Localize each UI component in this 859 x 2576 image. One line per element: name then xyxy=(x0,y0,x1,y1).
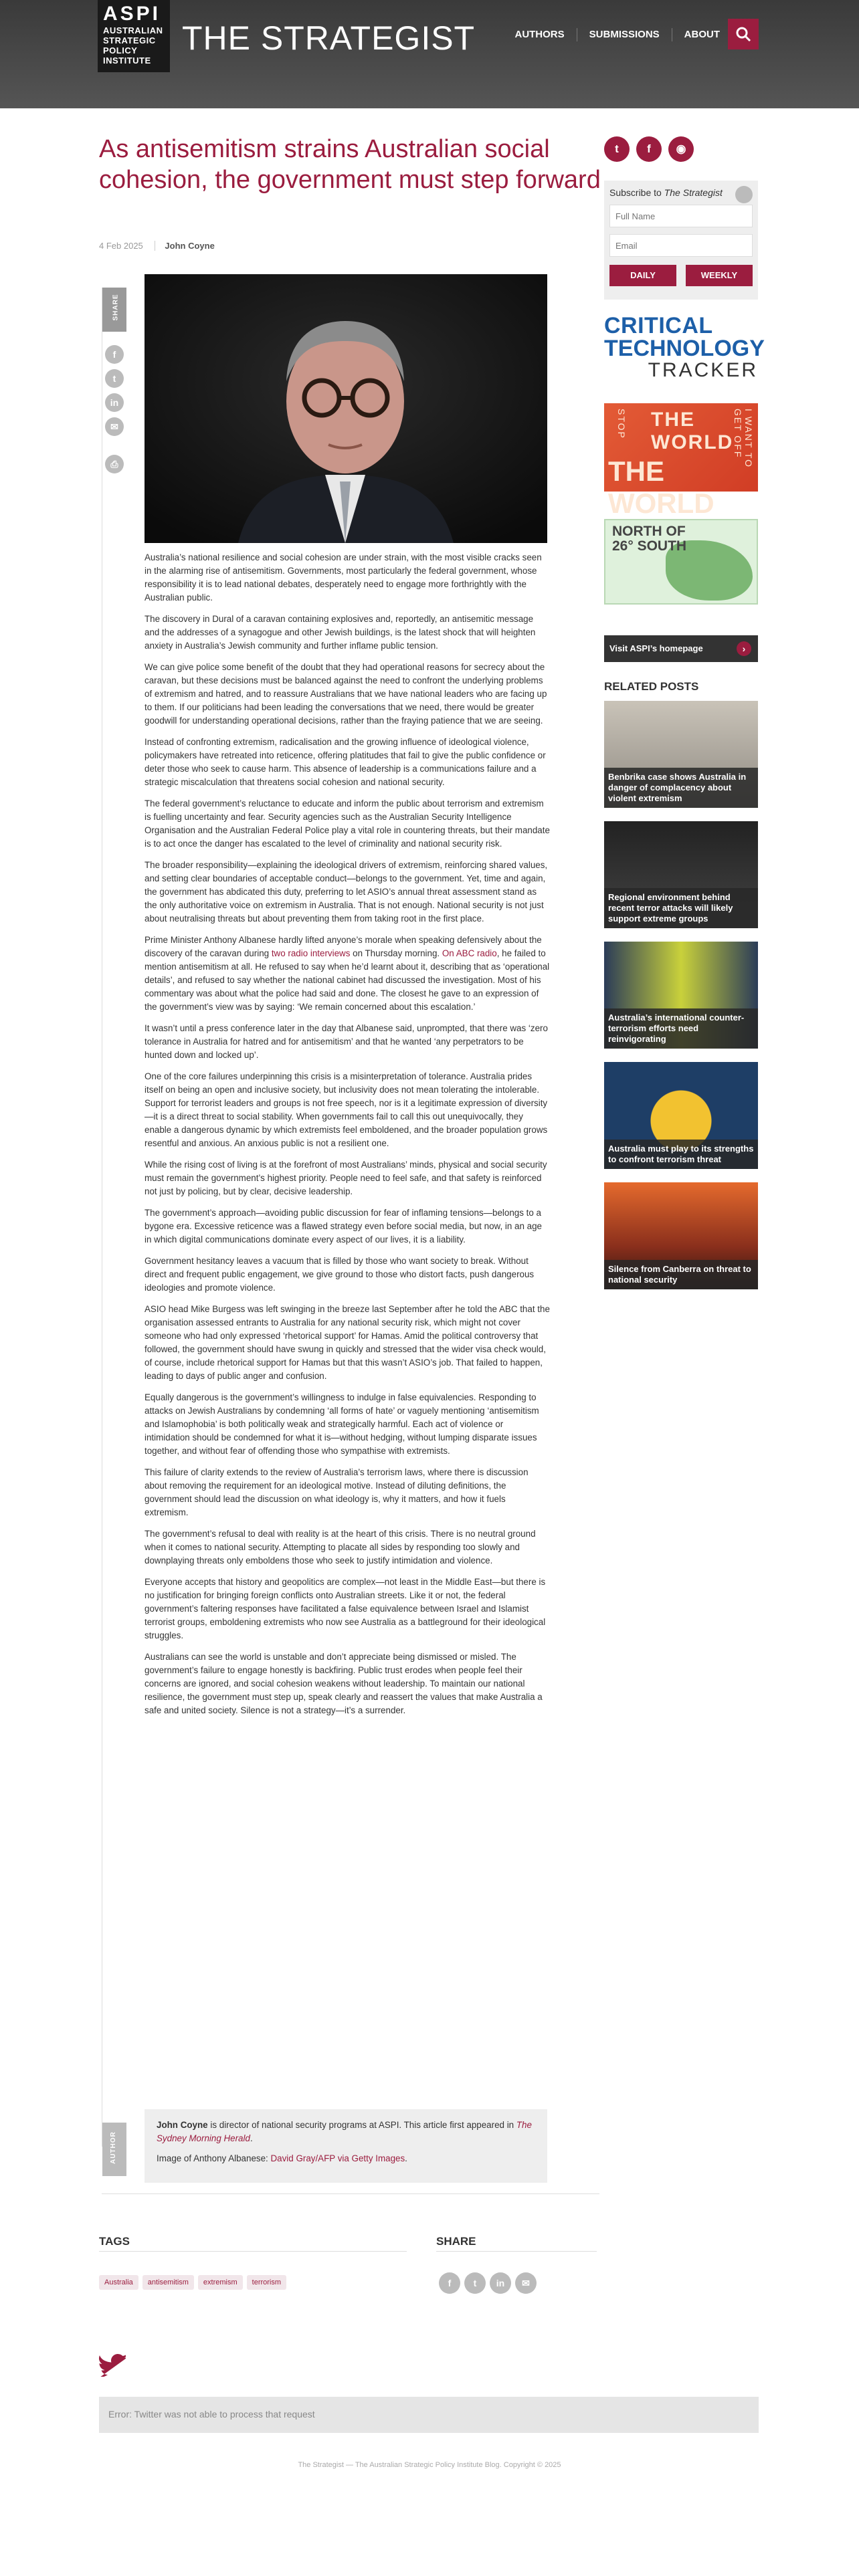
ad-ctt-line: TECHNOLOGY xyxy=(604,336,765,361)
twitter-bird-icon xyxy=(99,2354,126,2380)
ad-stop-side-left: STOP xyxy=(616,409,627,439)
related-post[interactable] xyxy=(604,701,758,808)
twitter-error-message: Error: Twitter was not able to process that request xyxy=(99,2397,759,2433)
ad-north-line: 26° SOUTH xyxy=(612,538,687,554)
logo-line: POLICY xyxy=(103,45,138,56)
image-credit-link[interactable]: David Gray/AFP via Getty Images xyxy=(270,2153,405,2163)
twitter-icon[interactable]: t xyxy=(464,2272,486,2294)
article-body xyxy=(145,551,550,1725)
article-date: 4 Feb 2025 xyxy=(99,241,143,251)
article-paragraph: The federal government’s reluctance to educate and inform the public about terrorism and extremism is fuelling uncertainty and fear. Security agencies such as the Australian Security Intelligence Organisation and the Australian Federal Police play a vital role in countering threats, but their mandate is to act once the danger has escalated to the level of criminality and national security risk. xyxy=(145,798,550,849)
related-post-title: Australia’s international counter-terrorism efforts need reinvigorating xyxy=(604,1008,758,1049)
article-paragraph: It wasn’t until a press conference later in the day that Albanese said, unprompted, that there was ‘zero tolerance in Australia for hatred and for antisemitism’ and that he wanted ‘any perpetrators to be hunted down and locked up’. xyxy=(145,1023,548,1060)
logo-line: AUSTRALIAN xyxy=(103,25,163,35)
article-paragraph: While the rising cost of living is at the forefront of most Australians’ minds, physical and social security must remain the government’s highest priority. People need to feel safe, and that safety is reinforced not just by policing, but by clear, decisive leadership. xyxy=(145,1160,547,1196)
social-links xyxy=(604,136,694,162)
related-post[interactable] xyxy=(604,821,758,928)
ad-north-line: NORTH OF xyxy=(612,524,686,539)
critical-technology-tracker-ad[interactable] xyxy=(604,313,765,381)
nav-submissions[interactable]: SUBMISSIONS xyxy=(577,28,672,41)
print-icon[interactable]: ⎙ xyxy=(105,455,124,473)
weekly-button[interactable]: WEEKLY xyxy=(686,265,753,286)
article-paragraph: One of the core failures underpinning this crisis is a misinterpretation of tolerance. Australia prides itself on being an open and inclusive society, but inclusivity does not mean tolerating the intolerable. Support for terrorist leaders and groups is not free speech, nor is it a legitimate expression of diversity—it is a direct threat to social stability. When governments fail to call this out unequivocally, they enable a dangerous dynamic by which extremists feel emboldened, and the broader population grows resentful and anxious. An anxious public is not a resilient one. xyxy=(145,1071,548,1148)
stop-the-world-ad[interactable] xyxy=(604,403,758,519)
ad-ctt-line: CRITICAL xyxy=(604,313,713,338)
full-name-input[interactable] xyxy=(609,205,753,227)
article-author[interactable]: John Coyne xyxy=(155,241,214,251)
ad-ctt-line: TRACKER xyxy=(648,359,758,381)
article-paragraph: We can give police some benefit of the doubt that they had operational reasons for secrecy about the caravan, but these decisions must be balanced against the need to confront the underlying problems of extremism and hatred, and to reassure Australians that we have national leaders who are facing up to them. If our politicians had been leading the conversations that we need, there would be greater goodwill for understanding operational decisions, rather than the fraying patience that we are seeing. xyxy=(145,662,547,726)
article-paragraph: Government hesitancy leaves a vacuum that is filled by those who want society to break. Without direct and frequent public engagement, we give ground to those who distort facts, push dangerous ideologies and promote violence. xyxy=(145,1256,535,1293)
daily-button[interactable]: DAILY xyxy=(609,265,676,286)
logo-aspi-text: ASPI xyxy=(103,3,161,25)
share-icons xyxy=(439,2272,537,2294)
facebook-icon[interactable]: f xyxy=(105,345,124,364)
article-paragraph: The broader responsibility—explaining the ideological drivers of extremism, reinforcing shared values, and setting clear boundaries of acceptable conduct—belongs to the government. Yet, time and again, the government has abdicated this duty, preferring to let ASIO’s annual threat assessment stand as the only authoritative voice on extremism in Australia. That is not enough. National security is not just about neutralising threats but about preventing them from taking root in the first place. xyxy=(145,860,548,924)
main-nav xyxy=(502,28,732,41)
divider xyxy=(102,2193,599,2194)
visit-aspi-homepage[interactable]: Visit ASPI’s homepage › xyxy=(604,635,758,662)
divider xyxy=(436,2251,597,2252)
linkedin-icon[interactable]: in xyxy=(490,2272,511,2294)
ad-stop-top: THE WORLD xyxy=(651,409,734,453)
article-paragraph: The government’s refusal to deal with reality is at the heart of this crisis. There is no neutral ground when it comes to national security. Attempting to placate all sides by responding too slowly and downplaying threats only emboldens those who seek to justify intimidation and violence. xyxy=(145,1529,536,1566)
twitter-icon[interactable]: t xyxy=(105,369,124,388)
article-hero-image xyxy=(145,274,547,543)
mail-icon xyxy=(735,186,753,203)
divider xyxy=(99,2251,407,2252)
share-sidebar xyxy=(102,288,126,2164)
bio-text: John Coyne is director of national security programs at ASPI. This article first appeared in The Sydney Morning Herald. xyxy=(157,2120,532,2143)
article-paragraph: This failure of clarity extends to the review of Australia’s terrorism laws, where there is discussion about removing the requirement for an ideological motive. Instead of diluting definitions, the government should lead the discussion on what ideology is, why it matters, and how it fuels extremism. xyxy=(145,1467,529,1517)
abc-radio-link[interactable]: On ABC radio xyxy=(442,948,497,958)
ad-stop-side-right: I WANT TO GET OFF xyxy=(733,409,754,469)
related-post[interactable] xyxy=(604,1062,758,1169)
linkedin-icon[interactable]: in xyxy=(105,393,124,412)
related-post[interactable] xyxy=(604,1182,758,1289)
related-posts-title: RELATED POSTS xyxy=(604,680,699,693)
related-post-title: Regional environment behind recent terror attacks will likely support extreme groups xyxy=(604,888,758,928)
footer-copyright: The Strategist — The Australian Strategic Policy Institute Blog. Copyright © 2025 xyxy=(298,2461,561,2469)
logo-line: INSTITUTE xyxy=(103,56,151,66)
article-paragraph-pm: Prime Minister Anthony Albanese hardly lifted anyone’s morale when speaking defensively about the discovery of the caravan during two radio interviews on Thursday morning. On ABC radio, he failed to mention antisemitism at all. He refused to say when he’d learnt about it, describing that as ‘operational details’, and refused to say whether the national cabinet had discussed the investigation. Most of his commentary was about what the police had said and done. The closest he gave to an expression of the government’s view was by saying: ‘We remain concerned about this escalation.’ xyxy=(145,935,550,1012)
email-icon[interactable]: ✉ xyxy=(105,417,124,436)
subscribe-box xyxy=(604,181,758,300)
rss-icon[interactable]: ◉ xyxy=(668,136,694,162)
image-credit: Image of Anthony Albanese: David Gray/AFP via Getty Images. xyxy=(157,2153,407,2163)
tag[interactable]: antisemitism xyxy=(142,2275,194,2290)
related-post[interactable] xyxy=(604,942,758,1049)
source-link[interactable]: The Sydney Morning Herald xyxy=(157,2120,532,2143)
tag[interactable]: extremism xyxy=(198,2275,243,2290)
arrow-right-icon: › xyxy=(737,641,751,656)
tag-list xyxy=(99,2275,286,2290)
article-paragraph: Everyone accepts that history and geopolitics are complex—not least in the Middle East—but there is no justification for bringing foreign conflicts onto Australian streets. Like it or not, the federal government’s faltering responses have facilitated a false equivalence between Israel and Islamist terrorist groups, emboldening extremists who now see Australia as a battleground for their ideological struggles. xyxy=(145,1577,546,1640)
email-input[interactable] xyxy=(609,234,753,257)
nav-authors[interactable]: AUTHORS xyxy=(502,28,577,41)
subscribe-buttons xyxy=(609,265,753,286)
related-post-title: Australia must play to its strengths to confront terrorism threat xyxy=(604,1140,758,1169)
article-paragraph: ASIO head Mike Burgess was left swinging in the breeze last September after he told the ABC that the organisation assessed entrants to Australia for any national security risk, which might not cover someone who had only expressed ‘rhetorical support’ for Hamas. Amid the political controversy that followed, the government should have swung in quickly and stressed that the wider visa check would, of course, include rhetorical support for Hamas but that this wasn’t ASIO’s job. That failed to happen, leading to days of public anger and confusion. xyxy=(145,1304,550,1381)
ad-stop-bottom: THE WORLD xyxy=(608,455,714,519)
article-paragraph: The government’s approach—avoiding public discussion for fear of inflaming tensions—belongs to a bygone era. Excessive reticence was a flawed strategy even before social media, but now, in an age in which digital communications dominate every aspect of our lives, it is a liability. xyxy=(145,1208,542,1245)
facebook-icon[interactable]: f xyxy=(439,2272,460,2294)
radio-interviews-link[interactable]: two radio interviews xyxy=(271,948,351,958)
twitter-icon[interactable]: t xyxy=(604,136,630,162)
site-header xyxy=(0,0,859,108)
related-post-title: Silence from Canberra on threat to national security xyxy=(604,1260,758,1289)
logo-line: STRATEGIC xyxy=(103,35,156,45)
bio-author-name: John Coyne xyxy=(157,2120,208,2130)
tag[interactable]: terrorism xyxy=(247,2275,286,2290)
email-icon[interactable]: ✉ xyxy=(515,2272,537,2294)
north-of-26-south-ad[interactable] xyxy=(604,519,758,605)
share-title: SHARE xyxy=(436,2235,476,2248)
article-headline: As antisemitism strains Australian social cohesion, the government must step forward xyxy=(99,135,601,194)
tags-title: TAGS xyxy=(99,2235,130,2248)
article-paragraph: Instead of confronting extremism, radicalisation and the growing influence of ideological violence, policymakers have retreated into reticence, offering platitudes that fail to give the public confidence or deter those who seek to cause harm. This absence of leadership is a communications failure and a strategic miscalculation that threatens social cohesion and national security. xyxy=(145,737,546,787)
subscribe-title: Subscribe to The Strategist xyxy=(609,187,723,198)
search-button[interactable] xyxy=(728,19,759,49)
article-paragraph: Australia’s national resilience and social cohesion are under strain, with the most visible cracks seen in the alarming rise of antisemitism. Governments, most particularly the federal government, whose responsibility it is to lead national debates, desperately need to engage more forthrightly with the Australian public. xyxy=(145,552,542,603)
search-icon xyxy=(735,26,751,42)
article-paragraph: Australians can see the world is unstable and don’t appreciate being dismissed or misled. The government’s failure to engage honestly is backfiring. Public trust erodes when people feel their concerns are ignored, and social cohesion weakens without leadership. To maintain our national resilience, the government must step up, speak clearly and reassert the values that make Australia a safe and united society. Silence is not a strategy—it’s a surrender. xyxy=(145,1652,543,1715)
facebook-icon[interactable]: f xyxy=(636,136,662,162)
site-title[interactable]: THE STRATEGIST xyxy=(182,19,476,57)
tag[interactable]: Australia xyxy=(99,2275,138,2290)
aspi-logo[interactable] xyxy=(98,0,170,72)
portrait-illustration xyxy=(145,274,547,543)
author-bio xyxy=(145,2109,547,2183)
share-label: SHARE xyxy=(102,288,126,332)
article-paragraph: Equally dangerous is the government’s willingness to indulge in false equivalencies. Responding to attacks on Jewish Australians by condemning ‘all forms of hate’ or vaguely mentioning ‘antisemitism and Islamophobia’ is both politically weak and strategically harmful. Each act of violence or intimidation should be condemned for what it is—without hedging, without lumping disparate issues together, and without fear of offending those who sympathise with extremists. xyxy=(145,1392,539,1456)
article-paragraph: The discovery in Dural of a caravan containing explosives and, reportedly, an antisemitic message and the addresses of a synagogue and other Jewish buildings, is the latest shock that will heighten anxiety in Australia’s Jewish community and further inflame public tension. xyxy=(145,614,536,651)
related-post-title: Benbrika case shows Australia in danger of complacency about violent extremism xyxy=(604,768,758,808)
nav-about[interactable]: ABOUT xyxy=(684,29,720,40)
author-label: AUTHOR xyxy=(102,2123,126,2176)
byline xyxy=(99,241,215,251)
